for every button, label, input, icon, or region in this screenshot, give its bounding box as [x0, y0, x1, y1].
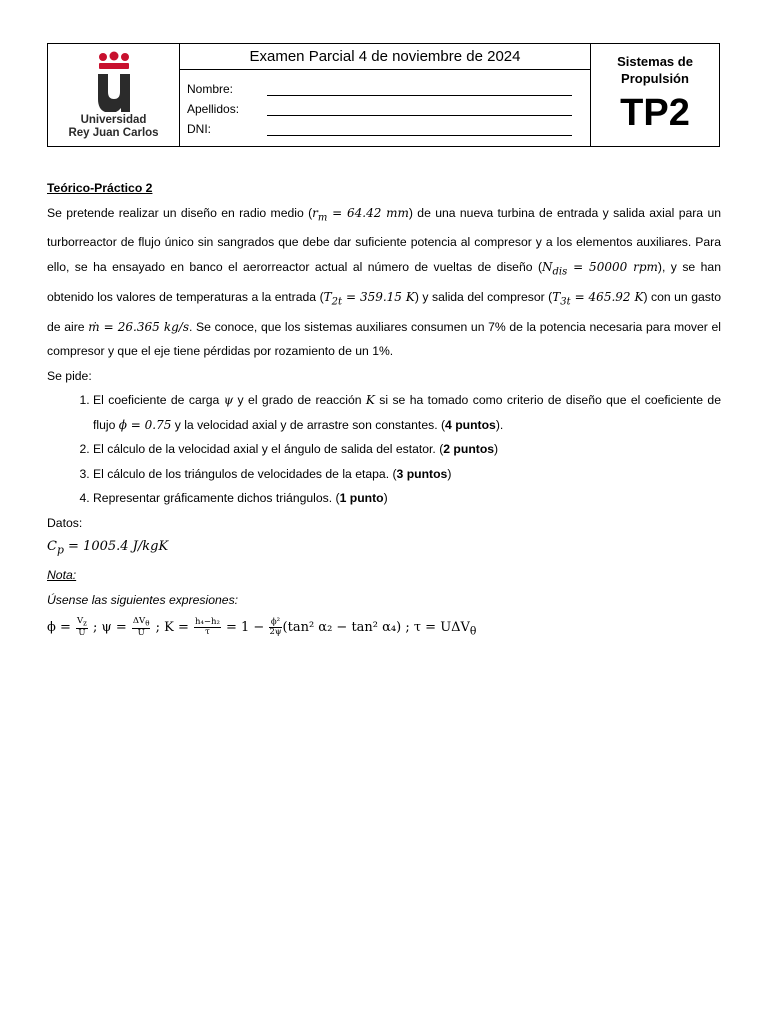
rm-letter: r [312, 205, 318, 220]
exam-title: Examen Parcial 4 de noviembre de 2024 [180, 44, 590, 70]
formula-line [47, 616, 721, 644]
ndis-value: = 50000 rpm [567, 259, 658, 274]
section-title: Teórico-Práctico 2 [47, 181, 153, 195]
rm-sub: m [317, 211, 328, 223]
exam-content [47, 176, 721, 644]
phi-fraction [76, 617, 88, 638]
coef-denominator: 2ψ [269, 627, 282, 638]
name-label: Nombre: [187, 82, 234, 96]
t2t-value: = 359.15 K [342, 289, 415, 304]
phi-num-letter: V [77, 616, 84, 627]
psi-denominator: U [137, 628, 145, 639]
name-field[interactable] [267, 82, 572, 96]
surname-label: Apellidos: [187, 102, 240, 116]
q1-text-b: y el grado de reacción [233, 393, 366, 408]
k-fraction [194, 618, 221, 637]
q4-points: 1 punto [339, 491, 384, 506]
phi-denominator: U [78, 628, 86, 639]
surname-field[interactable] [267, 102, 572, 116]
student-fields [180, 70, 590, 136]
dni-field[interactable] [267, 122, 572, 136]
q4-text-a: Representar gráficamente dichos triángulos. ( [93, 491, 340, 506]
intro-text-6: . Se conoce, que los sistemas auxiliares consumen un 7% de la potencia necesaria para mover el compresor y que el eje tiene pérdidas por rozamiento de un 1%. [47, 319, 721, 359]
psi-fraction [132, 617, 151, 638]
exam-header [47, 43, 720, 147]
datos-label: Datos: [47, 515, 83, 530]
q1-points: 4 puntos [445, 417, 496, 432]
exam-code: TP2 [620, 92, 690, 134]
phi-value: ϕ = 0.75 [118, 417, 172, 432]
q1-text-e: ). [495, 417, 504, 432]
intro-text-2: ) de una nueva turbina de entrada y salida axial para un turborreactor de flujo único sin sangrados que debe dar suficiente potencia al compresor y a los elementos auxiliares. Para ello, se ha ensayado en banco el aerorreactor actual al número de vueltas de diseño ( [47, 205, 721, 274]
psi-num-letter: ΔV [132, 616, 146, 627]
se-pide-label: Se pide: [47, 368, 92, 383]
k-lhs: ; K = [151, 620, 193, 636]
phi-num-sub: z [83, 619, 87, 629]
q1-text-d: y la velocidad axial y de arrastre son constantes. ( [171, 417, 446, 432]
question-2 [93, 437, 721, 462]
k-symbol: K [365, 393, 375, 408]
q4-text-b: ) [383, 491, 388, 506]
q1-text-a: El coeficiente de carga [93, 393, 224, 408]
psi-lhs: ; ψ = [88, 620, 131, 636]
psi-symbol: ψ [223, 393, 234, 408]
university-logo [48, 44, 180, 146]
surname-field-row [187, 96, 590, 116]
intro-text-5: ) con un gasto de aire [47, 289, 722, 334]
intro-text-3: ), y se han obtenido los valores de temperaturas a la entrada ( [47, 259, 721, 304]
cp-value [47, 535, 721, 563]
question-1 [93, 388, 721, 437]
t2t-symbol [323, 289, 415, 308]
mass-flow-value: ṁ = 26.365 kg/s [88, 319, 190, 334]
psi-num-sub: θ [145, 619, 150, 629]
dni-field-row [187, 116, 590, 136]
dni-label: DNI: [187, 122, 211, 136]
cp-number: = 1005.4 J/kgK [63, 539, 169, 555]
question-4 [93, 486, 721, 511]
rm-symbol [312, 205, 409, 223]
q3-points: 3 puntos [396, 466, 448, 481]
cp-letter: C [47, 539, 57, 555]
t3t-value: = 465.92 K [570, 289, 644, 304]
subject-cell [591, 44, 719, 146]
q1-text-c: si se ha tomado como criterio de diseño que el coeficiente de flujo [93, 393, 721, 432]
q3-text-b: ) [447, 466, 452, 481]
ndis-sub: dis [552, 266, 568, 278]
phi-lhs: ϕ = [47, 620, 71, 636]
tau-sub: θ [469, 624, 477, 638]
k-denominator: τ [205, 627, 210, 638]
k-numerator: h₄−h₂ [194, 617, 220, 628]
ndis-letter: N [542, 259, 553, 274]
cp-sub: p [56, 543, 64, 557]
questions-list [47, 388, 721, 511]
coef-fraction [269, 618, 281, 637]
subject-line-2: Propulsión [621, 71, 689, 86]
ndis-symbol [542, 259, 658, 278]
t3t-symbol [552, 289, 644, 308]
university-name [68, 114, 158, 140]
t3t-sub: 3t [560, 296, 571, 308]
intro-text-1: Se pretende realizar un diseño en radio medio ( [47, 205, 313, 220]
t3t-letter: T [552, 289, 561, 304]
subject-name [617, 53, 693, 87]
tan-expression: (tan² α₂ − tan² α₄) ; τ = UΔV [282, 620, 470, 636]
u-letter-icon [98, 74, 130, 112]
university-line-2: Rey Juan Carlos [68, 127, 159, 139]
urjc-logo-icon [84, 50, 144, 112]
usense-text: Úsense las siguientes expresiones: [47, 592, 239, 607]
name-field-row [187, 76, 590, 96]
q3-text-a: El cálculo de los triángulos de velocidades de la etapa. ( [93, 466, 397, 481]
intro-text-4: ) y salida del compresor ( [414, 289, 553, 304]
question-3 [93, 462, 721, 487]
coef-numerator: ϕ² [270, 617, 281, 628]
problem-statement [47, 201, 721, 364]
t2t-sub: 2t [331, 296, 343, 308]
university-line-1: Universidad [80, 114, 147, 126]
q2-text-b: ) [494, 442, 499, 457]
subject-line-1: Sistemas de [617, 54, 693, 69]
nota-label: Nota: [47, 568, 77, 583]
q2-text-a: El cálculo de la velocidad axial y el ángulo de salida del estator. ( [93, 442, 444, 457]
k-equals: = 1 − [221, 620, 269, 636]
crown-icon [99, 52, 129, 70]
q2-points: 2 puntos [443, 442, 495, 457]
exam-info-cell [180, 44, 591, 146]
rm-value: = 64.42 mm [327, 205, 409, 220]
t2t-letter: T [323, 289, 332, 304]
